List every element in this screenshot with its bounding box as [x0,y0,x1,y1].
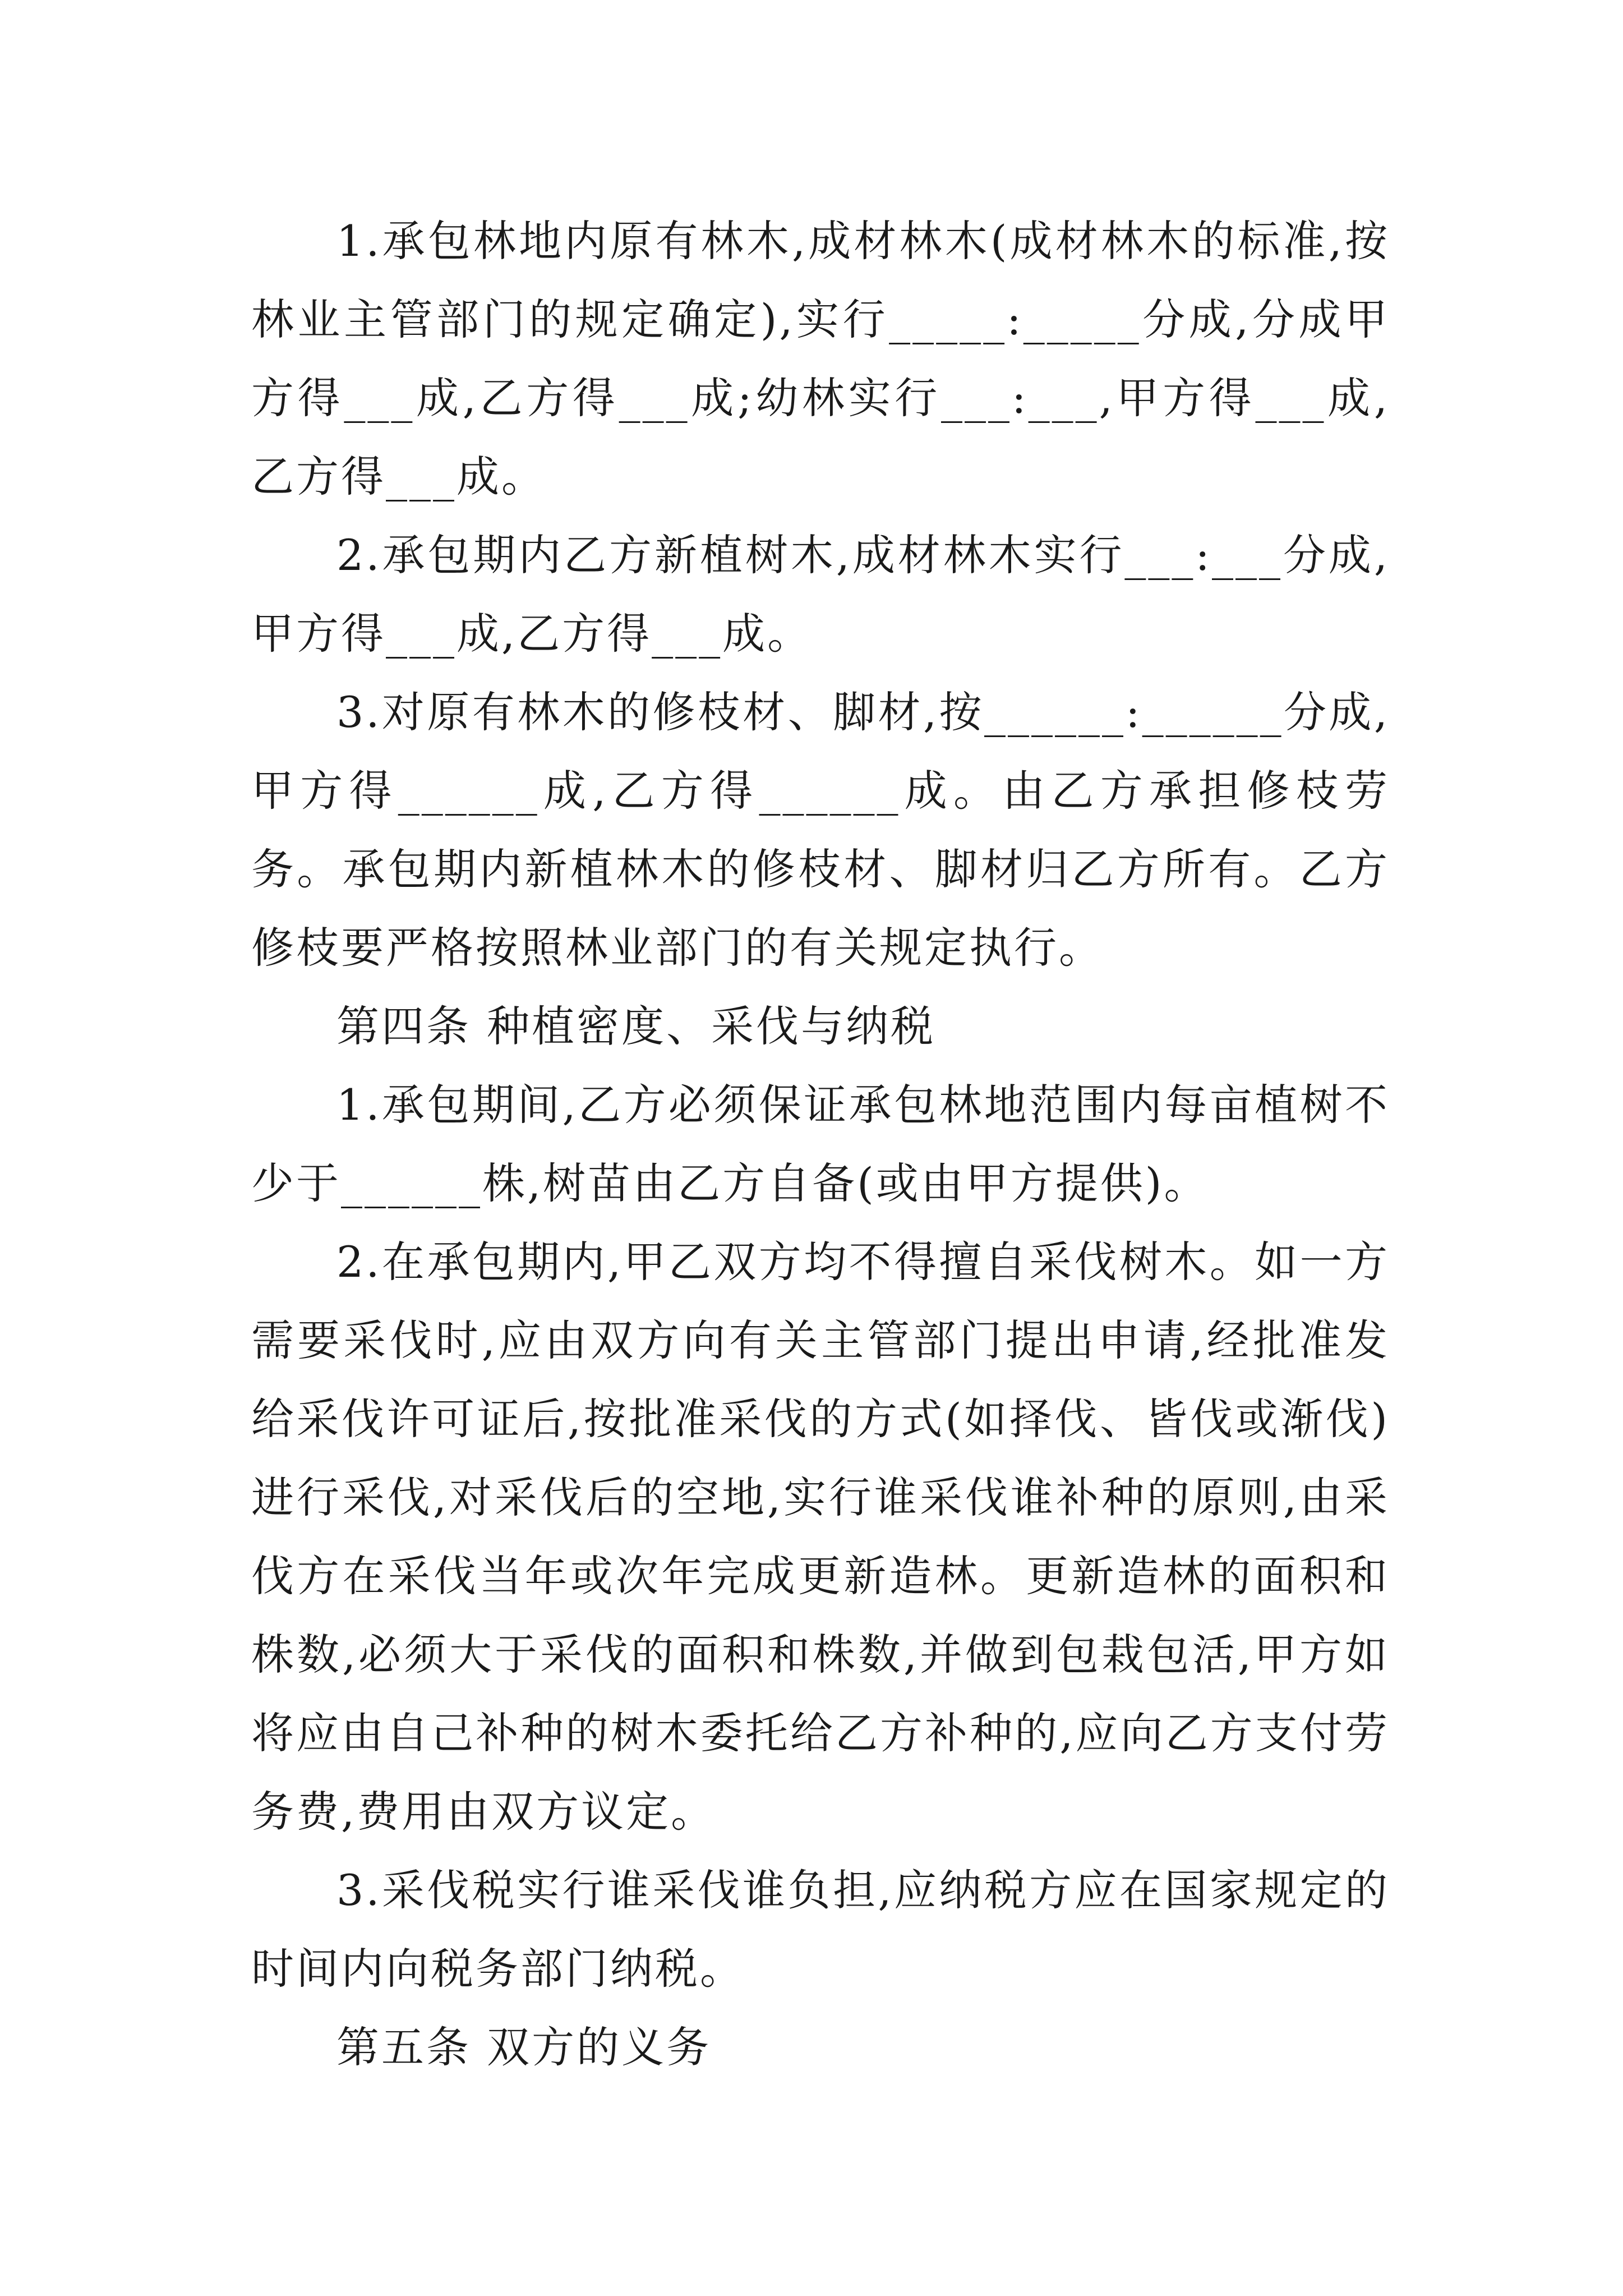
clause-paragraph: 2.承包期内乙方新植树木,成材林木实行___:___分成,甲方得___成,乙方得___成。 [251,530,1390,659]
article-heading: 第五条 双方的义务 [336,2022,712,2072]
clause-paragraph: 3.采伐税实行谁采伐谁负担,应纳税方应在国家规定的时间内向税务部门纳税。 [251,1865,1390,1994]
document-body [251,202,1390,2087]
article-heading: 第四条 种植密度、采伐与纳税 [336,1001,936,1051]
clause-paragraph: 1.承包期间,乙方必须保证承包林地范围内每亩植树不少于______株,树苗由乙方自备(或由甲方提供)。 [251,1080,1390,1208]
clause-paragraph: 1.承包林地内原有林木,成材林木(成材林木的标准,按林业主管部门的规定确定),实行_____:_____分成,分成甲方得___成,乙方得___成;幼林实行___:___,甲方得___成,乙方得___成。 [251,216,1390,501]
clause-paragraph: 2.在承包期内,甲乙双方均不得擅自采伐树木。如一方需要采伐时,应由双方向有关主管部门提出申请,经批准发给采伐许可证后,按批准采伐的方式(如择伐、皆伐或渐伐)进行采伐,对采伐后的空地,实行谁采伐谁补种的原则,由采伐方在采伐当年或次年完成更新造林。更新造林的面积和株数,必须大于采伐的面积和株数,并做到包栽包活,甲方如将应由自己补种的树木委托给乙方补种的,应向乙方支付劳务费,费用由双方议定。 [251,1237,1390,1837]
clause-paragraph: 3.对原有林木的修枝材、脚材,按______:______分成,甲方得______成,乙方得______成。由乙方承担修枝劳务。承包期内新植林木的修枝材、脚材归乙方所有。乙方修枝要严格按照林业部门的有关规定执行。 [251,687,1390,973]
